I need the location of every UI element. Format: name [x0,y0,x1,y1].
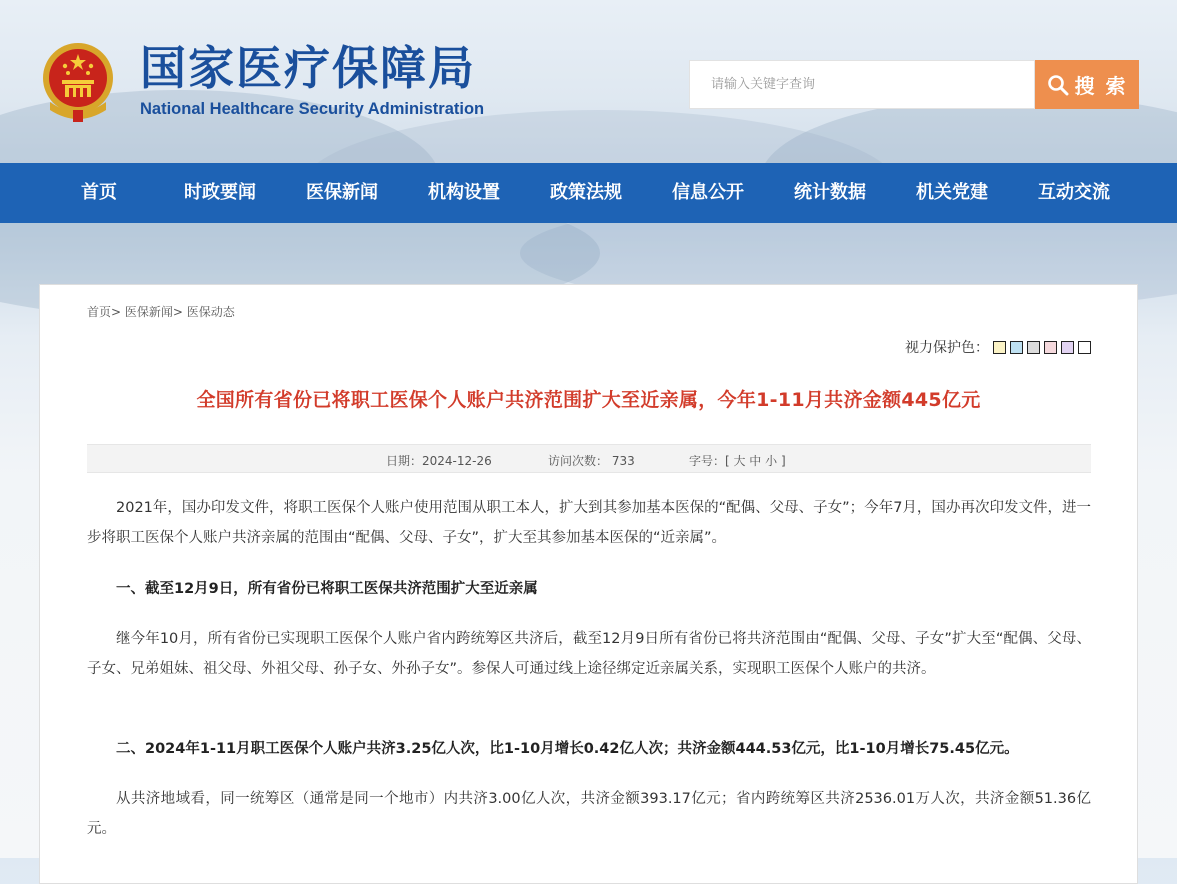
site-title: 国家医疗保障局 [140,41,476,95]
eye-care-swatch-purple[interactable] [1061,341,1074,354]
main-nav [0,163,1177,223]
eye-care-swatch-pink[interactable] [1044,341,1057,354]
eye-care-label: 视力保护色： [905,340,989,356]
search-button-label: 搜 索 [1074,74,1128,98]
article-paragraph: 2021年，国办印发文件，将职工医保个人账户使用范围从职工本人，扩大到其参加基本医保的“配偶、父母、子女”；今年7月，国办再次印发文件，进一步将职工医保个人账户共济亲属的范围由“配偶、父母、子女”，扩大至其参加基本医保的“近亲属”。 [87,500,1091,546]
eye-care-color-picker [905,337,1091,357]
nav-item-policy[interactable]: 政策法规 [550,182,622,203]
header-banner [0,0,1177,163]
national-emblem-icon [40,40,116,124]
nav-item-politics-news[interactable]: 时政要闻 [184,182,256,203]
section-heading: 二、2024年1-11月职工医保个人账户共济3.25亿人次，比1-10月增长0.42亿人次；共济金额444.53亿元，比1-10月增长75.45亿元。 [116,741,1019,757]
breadcrumb-healthcare-updates[interactable]: 医保动态 [186,305,235,319]
eye-care-swatch-blue[interactable] [1010,341,1023,354]
section-heading: 一、截至12月9日，所有省份已将职工医保共济范围扩大至近亲属 [116,581,538,597]
article-title: 全国所有省份已将职工医保个人账户共济范围扩大至近亲属，今年1-11月共济金额445亿元 [196,389,981,411]
site-title-english: National Healthcare Security Administration [140,100,485,118]
article-date: 日期：2024-12-26 [386,454,492,468]
font-size-control[interactable]: 字号：[ 大 中 小 ] [689,454,786,468]
nav-item-home[interactable]: 首页 [81,182,117,203]
nav-item-organization[interactable]: 机构设置 [428,182,500,203]
article-meta-bar [87,444,1091,473]
nav-item-info-disclosure[interactable]: 信息公开 [672,182,744,203]
nav-item-interaction[interactable]: 互动交流 [1038,182,1110,203]
nav-item-statistics[interactable]: 统计数据 [794,182,866,203]
search-input[interactable] [690,61,1034,108]
eye-care-swatch-yellow[interactable] [993,341,1006,354]
article-paragraph: 继今年10月，所有省份已实现职工医保个人账户省内跨统筹区共济后，截至12月9日所有省份已将共济范围由“配偶、父母、子女”扩大至“配偶、父母、子女、兄弟姐妹、祖父母、外祖父母、孙子女、外孙子女”。参保人可通过线上途径绑定近亲属关系，实现职工医保个人账户的共济。 [87,631,1091,677]
search-button[interactable] [1035,60,1139,109]
breadcrumb-healthcare-news[interactable]: 医保新闻> [124,305,183,319]
nav-item-healthcare-news[interactable]: 医保新闻 [306,182,378,203]
search-box [689,60,1035,109]
nav-item-party-building[interactable]: 机关党建 [916,182,988,203]
visit-count: 访问次数： 733 [548,454,635,468]
eye-care-swatch-gray[interactable] [1027,341,1040,354]
search-icon [1047,74,1069,96]
breadcrumb-home[interactable]: 首页> [87,305,122,319]
article-paragraph: 从共济地域看，同一统筹区（通常是同一个地市）内共济3.00亿人次，共济金额393.17亿元；省内跨统筹区共济2536.01万人次，共济金额51.36亿元。 [87,791,1091,837]
article-card [39,284,1138,884]
breadcrumb [87,303,235,320]
eye-care-swatch-white[interactable] [1078,341,1091,354]
